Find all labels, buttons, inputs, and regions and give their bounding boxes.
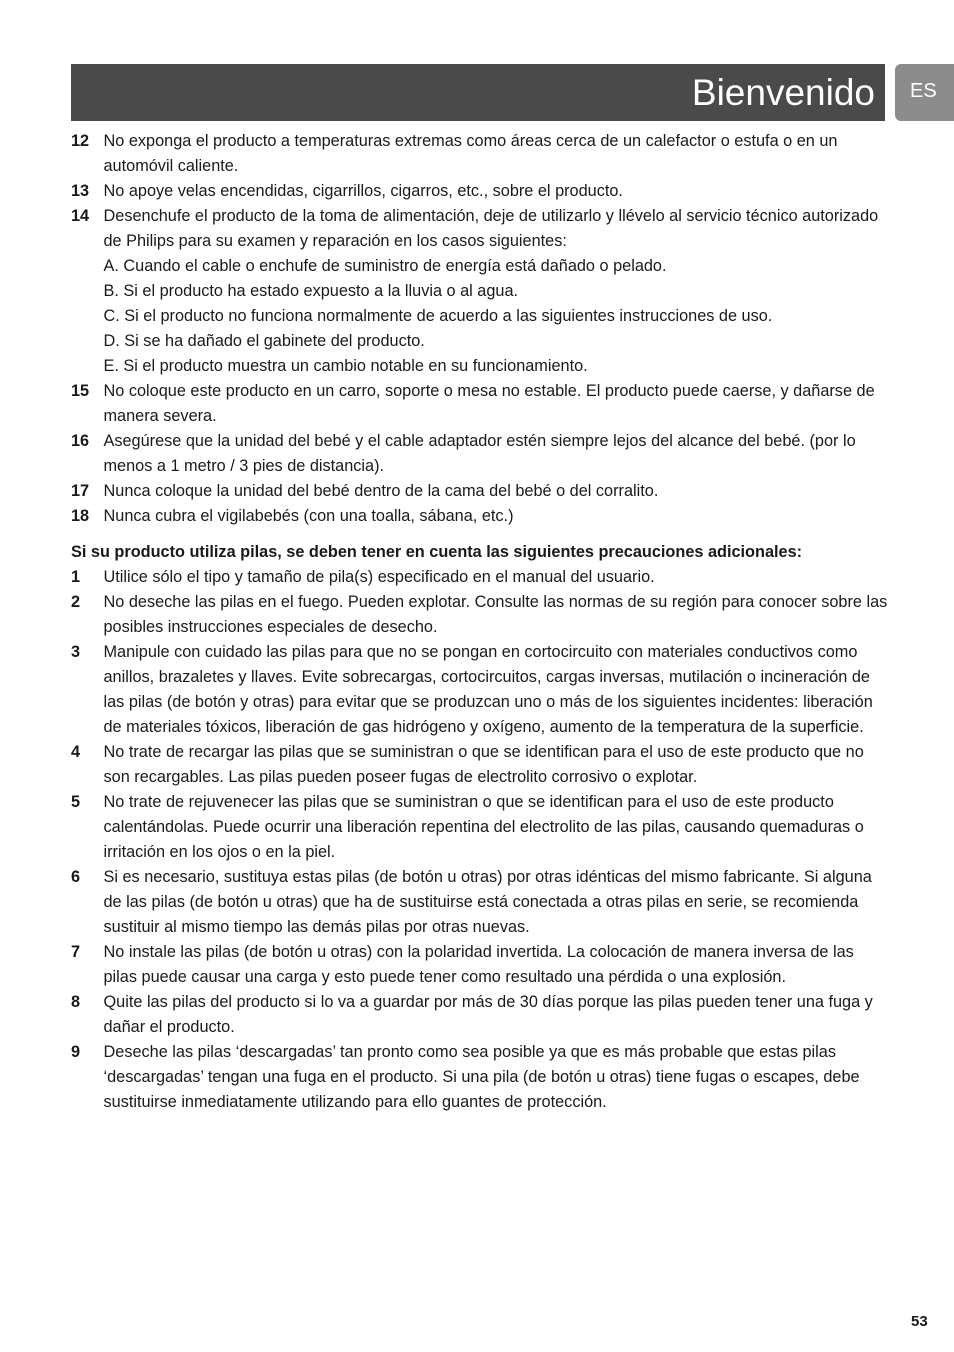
language-tab-label: ES	[910, 80, 937, 102]
list-item	[71, 640, 891, 740]
item-number: 1	[71, 568, 81, 586]
safety-list	[71, 129, 891, 529]
item-number: 13	[71, 182, 90, 200]
section-heading: Si su producto utiliza pilas, se deben tener en cuenta las siguientes precauciones adicionales:	[71, 543, 803, 561]
sub-item: C. Si el producto no funciona normalmente de acuerdo a las siguientes instrucciones de uso.	[103, 307, 773, 325]
item-number: 9	[71, 1043, 81, 1061]
item-text: Asegúrese que la unidad del bebé y el cable adaptador estén siempre lejos del alcance del bebé. (por lo menos a 1 metro / 3 pies de distancia).	[103, 432, 856, 475]
item-text: No instale las pilas (de botón u otras) con la polaridad invertida. La colocación de manera inversa de las pilas puede causar una carga y esto puede tener como resultado una pérdida o una explosión.	[103, 943, 854, 986]
list-item	[71, 479, 891, 504]
item-number: 2	[71, 593, 81, 611]
item-number: 12	[71, 132, 90, 150]
item-text: Si es necesario, sustituya estas pilas (de botón u otras) por otras idénticas del mismo fabricante. Si alguna de las pilas (de botón u otras) que ha de sustituirse está conectada a otras pilas en serie, se recomienda sustituir al mismo tiempo las demás pilas por otras nuevas.	[103, 868, 872, 936]
sub-item: B. Si el producto ha estado expuesto a la lluvia o al agua.	[103, 282, 519, 300]
item-text: No trate de recargar las pilas que se suministran o que se identifican para el uso de este producto que no son recargables. Las pilas pueden poseer fugas de electrolito corrosivo o explotar.	[103, 743, 864, 786]
list-item	[71, 940, 891, 990]
sub-item: D. Si se ha dañado el gabinete del producto.	[103, 332, 425, 350]
list-item	[71, 990, 891, 1040]
item-text: Deseche las pilas ‘descargadas’ tan pronto como sea posible ya que es más probable que estas pilas ‘descargadas’ tengan una fuga en el producto. Si una pila (de botón u otras) tiene fugas o escapes, debe sustituirse inmediatamente utilizando para ello guantes de protección.	[103, 1043, 860, 1111]
item-number: 7	[71, 943, 81, 961]
list-item	[71, 504, 891, 529]
item-number: 8	[71, 993, 81, 1011]
list-item	[71, 865, 891, 940]
list-item	[71, 429, 891, 479]
item-text: No deseche las pilas en el fuego. Pueden explotar. Consulte las normas de su región para conocer sobre las posibles instrucciones especiales de desecho.	[103, 593, 888, 636]
list-item	[71, 740, 891, 790]
list-item	[71, 790, 891, 865]
item-number: 16	[71, 432, 90, 450]
list-item	[71, 379, 891, 429]
item-text: No coloque este producto en un carro, soporte o mesa no estable. El producto puede caerse, y dañarse de manera severa.	[103, 382, 875, 425]
item-text: Nunca cubra el vigilabebés (con una toalla, sábana, etc.)	[103, 507, 514, 525]
list-item	[71, 179, 891, 204]
sub-item: E. Si el producto muestra un cambio notable en su funcionamiento.	[103, 357, 588, 375]
item-number: 5	[71, 793, 81, 811]
item-number: 17	[71, 482, 90, 500]
item-text: Quite las pilas del producto si lo va a guardar por más de 30 días porque las pilas pueden tener una fuga y dañar el producto.	[103, 993, 873, 1036]
battery-precautions-list	[71, 565, 891, 1115]
list-item	[71, 129, 891, 179]
item-text: No exponga el producto a temperaturas extremas como áreas cerca de un calefactor o estufa o en un automóvil caliente.	[103, 132, 838, 175]
list-item	[71, 565, 891, 590]
item-number: 15	[71, 382, 90, 400]
header-bar	[71, 64, 885, 121]
page-number: 53	[911, 1313, 928, 1330]
item-text: No trate de rejuvenecer las pilas que se suministran o que se identifican para el uso de este producto calentándolas. Puede ocurrir una liberación repentina del electrolito de las pilas, causando quemaduras o irritación en los ojos o en la piel.	[103, 793, 864, 861]
item-text: Utilice sólo el tipo y tamaño de pila(s) especificado en el manual del usuario.	[103, 568, 655, 586]
item-text: Manipule con cuidado las pilas para que no se pongan en cortocircuito con materiales conductivos como anillos, brazaletes y llaves. Evite sobrecargas, cortocircuitos, cargas inversas, mutilación o incineración de las pilas (de botón y otras) para evitar que se produzcan uno o más de los siguientes incidentes: liberación de materiales tóxicos, liberación de gas hidrógeno y oxígeno, aumento de la temperatura de la superficie.	[103, 643, 873, 736]
item-number: 18	[71, 507, 90, 525]
language-tab	[895, 64, 954, 121]
page-content	[71, 129, 891, 1115]
item-number: 14	[71, 207, 90, 225]
list-item	[71, 204, 891, 379]
list-item	[71, 590, 891, 640]
item-number: 3	[71, 643, 81, 661]
list-item	[71, 1040, 891, 1115]
item-text: Desenchufe el producto de la toma de alimentación, deje de utilizarlo y llévelo al servicio técnico autorizado de Philips para su examen y reparación en los casos siguientes:	[103, 207, 879, 250]
sub-item: A. Cuando el cable o enchufe de suministro de energía está dañado o pelado.	[103, 257, 667, 275]
item-text: No apoye velas encendidas, cigarrillos, cigarros, etc., sobre el producto.	[103, 182, 623, 200]
item-number: 6	[71, 868, 81, 886]
item-number: 4	[71, 743, 81, 761]
item-text: Nunca coloque la unidad del bebé dentro de la cama del bebé o del corralito.	[103, 482, 659, 500]
page-title: Bienvenido	[691, 72, 875, 113]
